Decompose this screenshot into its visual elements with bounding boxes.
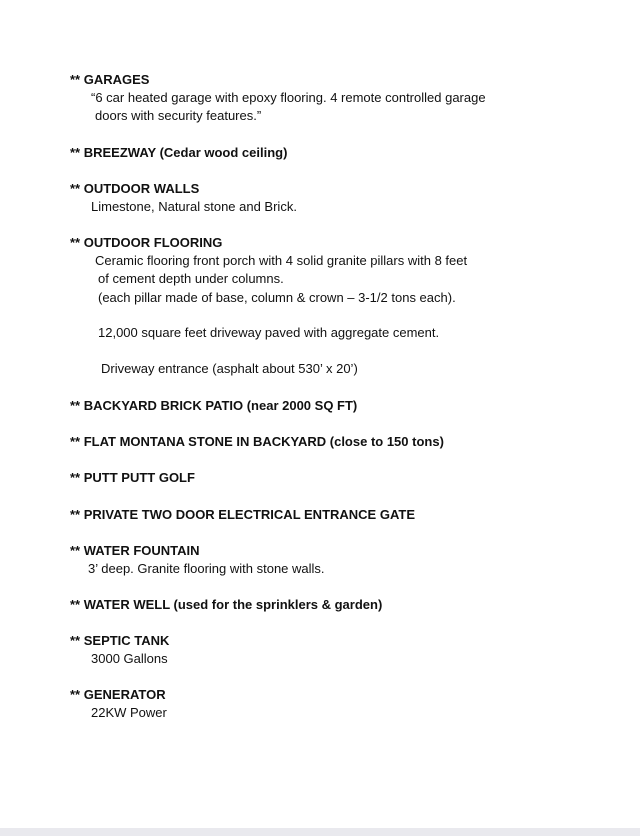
- section-heading-putt-putt-golf: ** PUTT PUTT GOLF: [70, 470, 195, 485]
- outdoor-flooring-line-3: (each pillar made of base, column & crown – 3-1/2 tons each).: [98, 290, 456, 305]
- outdoor-flooring-line-4: 12,000 square feet driveway paved with aggregate cement.: [98, 325, 440, 340]
- water-fountain-line-1: 3’ deep. Granite flooring with stone walls.: [88, 561, 325, 576]
- garages-line-1: “6 car heated garage with epoxy flooring. 4 remote controlled garage: [91, 90, 486, 105]
- section-heading-water-well: ** WATER WELL (used for the sprinklers & garden): [70, 597, 383, 612]
- outdoor-flooring-line-1: Ceramic flooring front porch with 4 solid granite pillars with 8 feet: [95, 253, 468, 268]
- section-heading-outdoor-walls: ** OUTDOOR WALLS: [70, 181, 200, 196]
- outdoor-walls-line-1: Limestone, Natural stone and Brick.: [91, 199, 297, 214]
- section-heading-water-fountain: ** WATER FOUNTAIN: [70, 543, 200, 558]
- septic-tank-line-1: 3000 Gallons: [91, 651, 168, 666]
- outdoor-flooring-line-2: of cement depth under columns.: [98, 271, 284, 286]
- section-heading-backyard-brick-patio: ** BACKYARD BRICK PATIO (near 2000 SQ FT): [70, 398, 358, 413]
- page-bottom-edge: [0, 828, 640, 836]
- section-heading-breezway: ** BREEZWAY (Cedar wood ceiling): [70, 145, 288, 160]
- section-heading-septic-tank: ** SEPTIC TANK: [70, 633, 170, 648]
- section-heading-outdoor-flooring: ** OUTDOOR FLOORING: [70, 235, 223, 250]
- section-heading-generator: ** GENERATOR: [70, 687, 166, 702]
- section-heading-garages: ** GARAGES: [70, 72, 150, 87]
- section-heading-private-gate: ** PRIVATE TWO DOOR ELECTRICAL ENTRANCE GATE: [70, 507, 415, 522]
- section-heading-flat-montana-stone: ** FLAT MONTANA STONE IN BACKYARD (close to 150 tons): [70, 434, 444, 449]
- generator-line-1: 22KW Power: [91, 705, 167, 720]
- outdoor-flooring-line-5: Driveway entrance (asphalt about 530’ x 20’): [101, 361, 358, 376]
- garages-line-2: doors with security features.”: [95, 108, 262, 123]
